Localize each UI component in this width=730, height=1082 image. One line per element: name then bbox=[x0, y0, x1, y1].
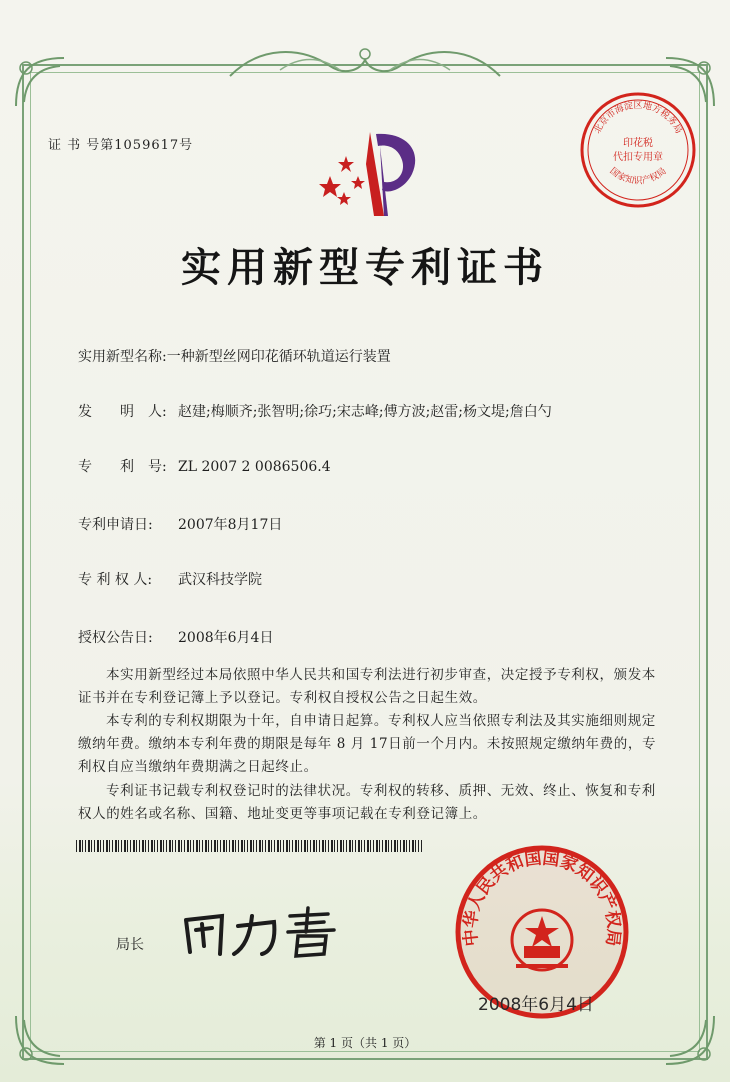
field-label: 专 利 号: bbox=[78, 459, 167, 475]
field-label: 发 明 人: bbox=[78, 404, 167, 420]
field-label: 专 利 权 人: bbox=[78, 572, 153, 588]
paragraph-grant: 本实用新型经过本局依照中华人民共和国专利法进行初步审查，决定授予专利权，颁发本证书并在专利登记簿上予以登记。专利权自授权公告之日起生效。 bbox=[78, 667, 656, 706]
svg-text:北京市海淀区地方税务局: 北京市海淀区地方税务局 bbox=[592, 101, 684, 136]
paragraph-legal-status: 专利证书记载专利权登记时的法律状况。专利权的转移、质押、无效、终止、恢复和专利权人的姓名或名称、国籍、地址变更等事项记载在专利登记簿上。 bbox=[78, 783, 656, 822]
field-value: 2007年8月17日 bbox=[178, 517, 283, 533]
director-signature bbox=[178, 902, 348, 962]
field-value: 2008年6月4日 bbox=[178, 630, 274, 646]
field-value: ZL 2007 2 0086506.4 bbox=[178, 459, 331, 475]
field-value: 一种新型丝网印花循环轨道运行装置 bbox=[166, 349, 391, 365]
field-grant-date bbox=[78, 627, 273, 647]
field-label: 实用新型名称: bbox=[78, 349, 167, 365]
field-patentee bbox=[78, 569, 262, 589]
svg-text:印花税: 印花税 bbox=[623, 138, 653, 149]
field-utility-model-name bbox=[78, 346, 391, 366]
certificate-number: 证 书 号第1059617号 bbox=[48, 138, 194, 153]
svg-text:代扣专用章: 代扣专用章 bbox=[613, 152, 663, 163]
field-value: 武汉科技学院 bbox=[178, 572, 262, 588]
patent-office-logo bbox=[310, 124, 430, 224]
field-label: 授权公告日: bbox=[78, 630, 153, 646]
top-ornament bbox=[220, 40, 510, 86]
svg-text:国家知识产权局: 国家知识产权局 bbox=[607, 166, 669, 187]
field-application-date bbox=[78, 514, 282, 534]
tax-stamp-seal bbox=[578, 90, 698, 210]
field-label: 专利申请日: bbox=[78, 517, 153, 533]
svg-text:中华人民共和国国家知识产权局: 中华人民共和国国家知识产权局 bbox=[460, 848, 624, 948]
field-value: 赵建;梅顺齐;张智明;徐巧;宋志峰;傅方波;赵雷;杨文堤;詹白勺 bbox=[178, 404, 552, 420]
seal-date: 2008年6月4日 bbox=[478, 995, 594, 1015]
certificate-title: 实用新型专利证书 bbox=[181, 244, 549, 291]
page-number: 第 1 页（共 1 页） bbox=[313, 1036, 417, 1050]
corner-ornament-top-left bbox=[10, 52, 70, 112]
field-patent-number bbox=[78, 456, 331, 476]
barcode bbox=[76, 840, 422, 852]
field-inventors bbox=[78, 401, 552, 421]
paragraph-term: 本专利的专利权期限为十年，自申请日起算。专利权人应当依照专利法及其实施细则规定缴纳年费。缴纳本专利年费的期限是每年 8 月 17日前一个月内。未按照规定缴纳年费的，专利权自应当缴纳年费期满之日起终止。 bbox=[78, 713, 657, 775]
director-label: 局长 bbox=[116, 937, 144, 953]
